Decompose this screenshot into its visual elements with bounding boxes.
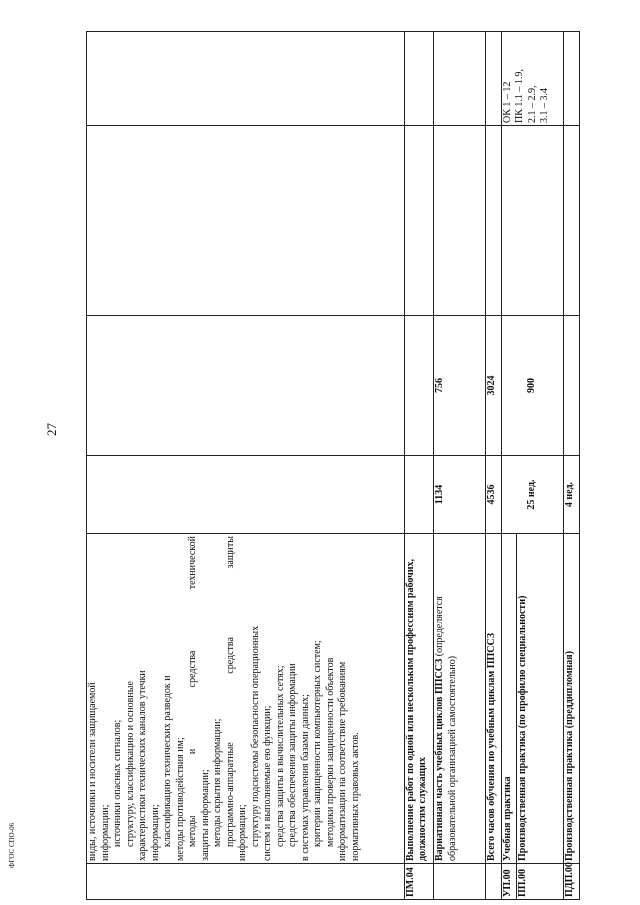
max-hours-value: 4 нед. — [564, 456, 580, 534]
page-number: 27 — [44, 423, 59, 436]
competence-line: 2.1 – 2.9, — [526, 85, 538, 123]
list-line: источники опасных сигналов; — [112, 719, 123, 847]
max-hours-value: 1134 — [434, 456, 486, 534]
row-name: Производственная практика (по профилю специальности) — [516, 534, 563, 864]
max-hours-value: 25 нед. — [501, 456, 564, 534]
obligatory-hours-value: 756 — [434, 316, 486, 456]
row-code: ПДП.00 — [564, 864, 580, 900]
list-line: структуру, классификацию и основные — [124, 681, 136, 847]
row-code: ПП.00 — [516, 864, 563, 900]
list-line: информации; — [237, 804, 248, 861]
list-line-justified — [187, 536, 200, 861]
word: защиты — [224, 536, 236, 569]
list-line: методики проверки защищенности объектов — [324, 657, 336, 847]
list-line: средства защиты в вычислительных сетях; — [274, 665, 286, 847]
empty-cell — [404, 32, 433, 126]
word: средства — [224, 637, 236, 674]
competence-line: 3.1 – 3.4 — [539, 88, 551, 123]
word: технической — [187, 536, 198, 590]
row-name: Учебная практика — [501, 534, 516, 864]
list-line: виды, источники и носители защищаемой — [87, 682, 98, 861]
list-line: характеристики технических каналов утечки — [137, 670, 148, 861]
row-name: Всего часов обучения по учебным циклам ППССЗ — [485, 534, 501, 864]
obligatory-hours-value: 900 — [501, 316, 564, 456]
empty-cell — [564, 126, 580, 316]
table-row-pdp00 — [564, 32, 580, 900]
empty-cell — [404, 456, 433, 534]
empty-cell — [501, 126, 564, 316]
list-line: критерии защищенности компьютерных систем; — [312, 640, 323, 847]
word: методы — [187, 815, 198, 847]
code-cell — [87, 864, 405, 900]
empty-cell — [434, 126, 486, 316]
list-line: нормативных правовых актов. — [349, 732, 361, 861]
list-line-justified — [225, 536, 238, 861]
list-line: методы скрытия информации; — [212, 718, 223, 847]
footer-code: ФГОС СПО-06 — [8, 822, 16, 868]
word: программно-аппаратные — [224, 742, 236, 847]
table-row-up00 — [501, 32, 516, 900]
competence-line: ПК 1.1 – 1.9, — [514, 69, 526, 123]
list-line: средства обеспечения защиты информации — [287, 663, 298, 847]
list-line: информации; — [99, 804, 111, 861]
empty-cell — [404, 316, 433, 456]
row-code: ПМ.04 — [404, 864, 433, 900]
list-line: в системах управления базами данных; — [299, 694, 311, 861]
empty-cell — [485, 126, 501, 316]
curriculum-table-sheet — [86, 32, 580, 900]
empty-cell — [404, 126, 433, 316]
curriculum-table — [86, 31, 580, 900]
max-hours-cell — [87, 456, 405, 534]
disciplines-cell — [87, 126, 405, 316]
list-line: методы противодействия им; — [174, 737, 186, 861]
competences-cell — [501, 32, 564, 126]
list-line: систем и выполняемые ею функции; — [262, 705, 273, 861]
empty-cell — [485, 864, 501, 900]
table-row-pm04 — [404, 32, 433, 900]
obligatory-hours-value: 3024 — [485, 316, 501, 456]
knowledge-list-cell — [87, 534, 405, 864]
row-name: Производственная практика (преддипломная) — [564, 534, 580, 864]
list-line: защиты информации; — [199, 769, 211, 861]
list-line: классификацию технических разведок и — [162, 675, 173, 847]
empty-cell — [564, 32, 580, 126]
max-hours-value: 4536 — [485, 456, 501, 534]
list-line: информации; — [149, 804, 161, 861]
list-line: информатизации на соответствие требованиям — [337, 661, 348, 861]
word: средства — [187, 650, 198, 688]
row-name-bold: Вариативная часть учебных циклов ППССЗ — [434, 658, 446, 861]
row-name — [434, 534, 486, 864]
competences-cell — [87, 32, 405, 126]
empty-cell — [564, 316, 580, 456]
competence-line: ОК 1 – 12 — [501, 81, 513, 123]
empty-cell — [485, 32, 501, 126]
empty-cell — [434, 32, 486, 126]
empty-cell — [434, 864, 486, 900]
row-name: Выполнение работ по одной или нескольким профессиям рабочих, должностям служащих — [404, 534, 433, 864]
table-row-continuation — [87, 32, 405, 900]
row-code: УП.00 — [501, 864, 516, 900]
table-row-variative — [434, 32, 486, 900]
obligatory-hours-cell — [87, 316, 405, 456]
table-row-total — [485, 32, 501, 900]
list-line: структуру подсистемы безопасности операционных — [249, 625, 261, 847]
word: и — [187, 748, 198, 755]
row-name-note: (определяется образовательной организацией самостоятельно) — [434, 596, 458, 861]
